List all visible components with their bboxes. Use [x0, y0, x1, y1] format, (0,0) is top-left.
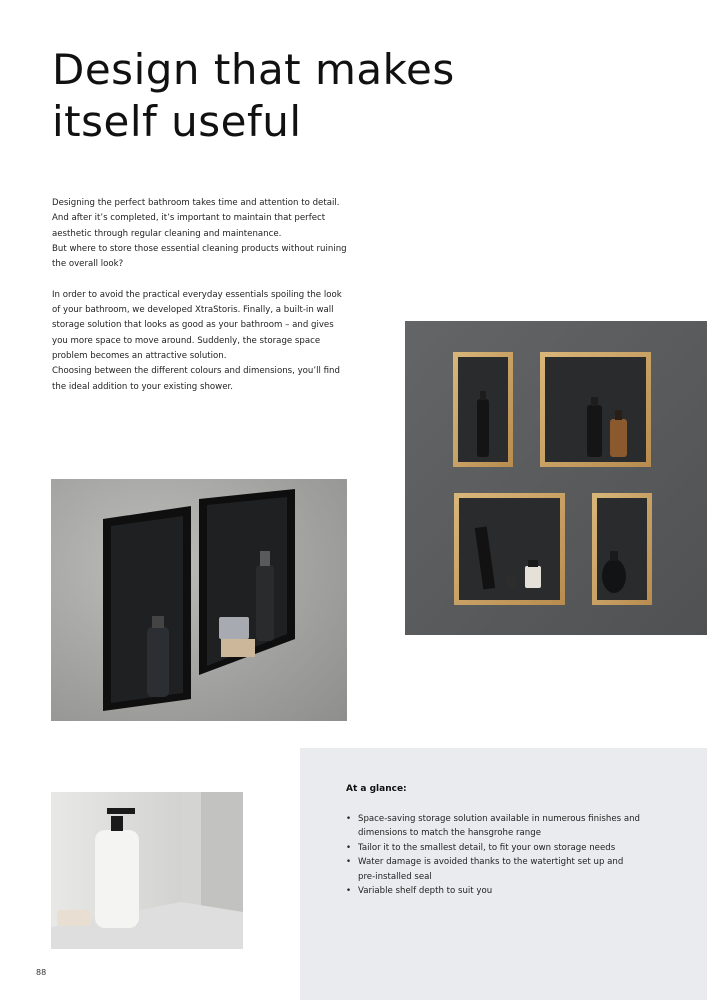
bullet-icon: • [346, 857, 352, 868]
page-title-line-1: Design that makes [52, 45, 455, 94]
intro-line: In order to avoid the practical everyday essentials spoiling the look [52, 289, 342, 300]
intro-text [52, 196, 352, 395]
bullet-icon: • [346, 814, 352, 824]
list-item-text: Space-saving storage solution available in numerous finishes and [358, 814, 641, 824]
at-a-glance-panel [300, 748, 707, 1000]
intro-line: Choosing between the different colours and dimensions, you’ll find [52, 366, 340, 377]
intro-line: the overall look? [52, 259, 124, 270]
list-item-text: pre-installed seal [358, 871, 432, 882]
at-a-glance-heading: At a glance: [346, 784, 407, 794]
list-item-text: Water damage is avoided thanks to the watertight set up and [358, 857, 624, 868]
list-item-text: Variable shelf depth to suit you [358, 886, 493, 897]
intro-line: you more space to move around. Suddenly, the storage space [52, 335, 321, 346]
black-niches-photo [51, 479, 347, 721]
intro-line: But where to store those essential cleaning products without ruining [52, 243, 347, 254]
intro-line: And after it’s completed, it’s important to maintain that perfect [52, 213, 326, 224]
list-item-text: dimensions to match the hansgrohe range [358, 828, 541, 839]
intro-line: the ideal addition to your existing shower. [52, 381, 233, 392]
list-item [346, 812, 640, 841]
white-niche-photo [51, 792, 243, 949]
at-a-glance-list [346, 812, 640, 898]
intro-line: aesthetic through regular cleaning and maintenance. [52, 228, 282, 239]
intro-line: storage solution that looks as good as your bathroom – and gives [52, 320, 334, 331]
gold-niches-photo [405, 321, 707, 635]
intro-line: Designing the perfect bathroom takes time and attention to detail. [52, 198, 340, 208]
page-title [52, 44, 455, 148]
list-item [346, 884, 640, 898]
list-item [346, 841, 640, 855]
list-item-text: Tailor it to the smallest detail, to fit your own storage needs [358, 842, 616, 853]
list-item [346, 855, 640, 884]
intro-line: of your bathroom, we developed XtraStoris. Finally, a built-in wall [52, 305, 334, 316]
page-title-line-2: itself useful [52, 97, 302, 146]
page-number: 88 [36, 968, 47, 977]
paragraph-spacer [52, 272, 352, 287]
bullet-icon: • [346, 886, 352, 897]
intro-line: problem becomes an attractive solution. [52, 350, 227, 361]
bullet-icon: • [346, 842, 352, 853]
